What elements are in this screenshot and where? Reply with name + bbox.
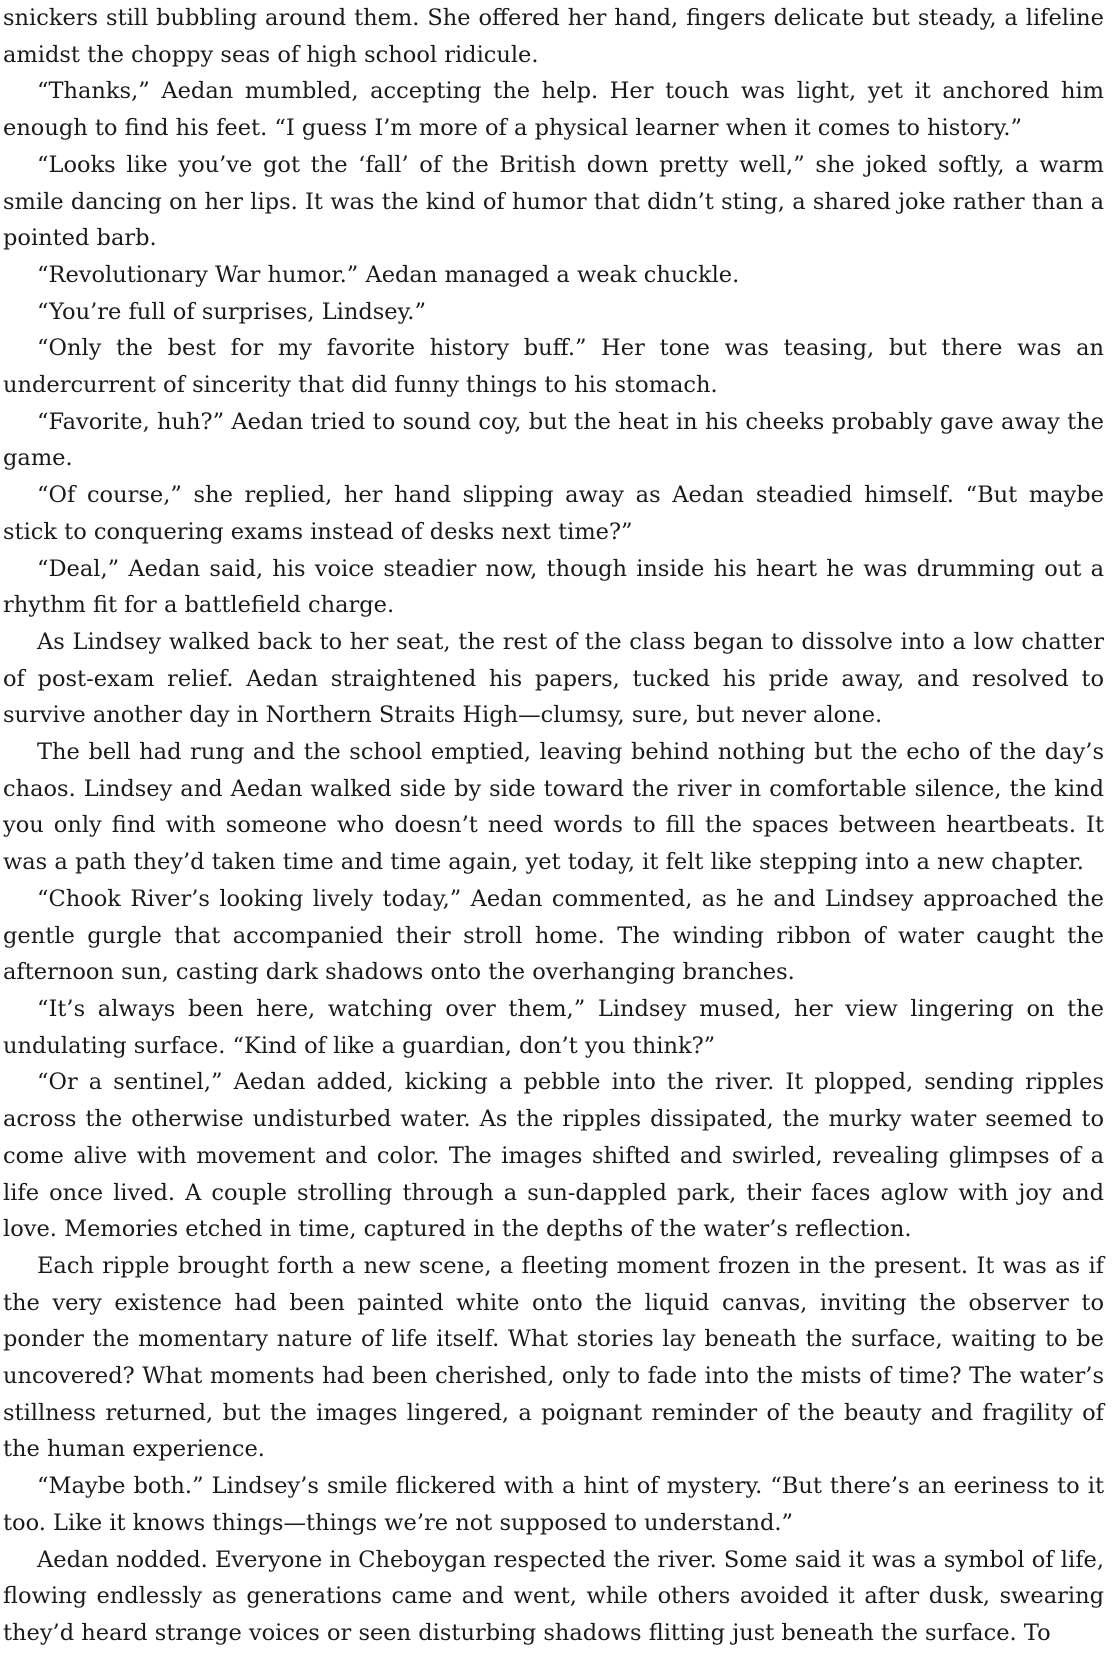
- paragraph: As Lindsey walked back to her seat, the rest of the class began to dissolve into a low chatter of post-exam relief. Aedan straightened his papers, tucked his pride away, and resolved to survive another day in Northern Straits High—clumsy, sure, but never alone.: [3, 628, 1104, 729]
- paragraph: “Only the best for my favorite history buff.” Her tone was teasing, but there was an undercurrent of sincerity that did funny things to his stomach.: [3, 335, 1104, 399]
- paragraph-continuation: snickers still bubbling around them. She offered her hand, fingers delicate but steady, a lifeline amidst the choppy seas of high school ridicule.: [3, 5, 1104, 68]
- paragraph: “Maybe both.” Lindsey’s smile flickered with a hint of mystery. “But there’s an eeriness to it too. Like it knows things—things we’re not supposed to understand.”: [3, 1473, 1104, 1536]
- paragraph: “Chook River’s looking lively today,” Aedan commented, as he and Lindsey approached the gentle gurgle that accompanied their stroll home. The winding ribbon of water caught the afternoon sun, casting dark shadows onto the overhanging branches.: [3, 885, 1104, 986]
- paragraph: “Revolutionary War humor.” Aedan managed a weak chuckle.: [37, 261, 740, 288]
- paragraph: “Thanks,” Aedan mumbled, accepting the help. Her touch was light, yet it anchored him enough to find his feet. “I guess I’m more of a physical learner when it comes to history.”: [3, 78, 1104, 142]
- paragraph: “Looks like you’ve got the ‘fall’ of the British down pretty well,” she joked softly, a warm smile dancing on her lips. It was the kind of humor that didn’t sting, a shared joke rather than a pointed barb.: [3, 151, 1104, 252]
- paragraph: “You’re full of surprises, Lindsey.”: [37, 298, 426, 325]
- paragraph: The bell had rung and the school emptied, leaving behind nothing but the echo of the day’s chaos. Lindsey and Aedan walked side by side toward the river in comfortable silence, the kind you only find with someone who doesn’t need words to fill the spaces between heartbeats. It was a path they’d taken time and time again, yet today, it felt like stepping into a new chapter.: [3, 739, 1104, 876]
- document-page: [3, 0, 1104, 1652]
- paragraph: Each ripple brought forth a new scene, a fleeting moment frozen in the present. It was as if the very existence had been painted white onto the liquid canvas, inviting the observer to ponder the momentary nature of life itself. What stories lay beneath the surface, waiting to be uncovered? What moments had been cherished, only to fade into the mists of time? The water’s stillness returned, but the images lingered, a poignant reminder of the beauty and fragility of the human experience.: [3, 1252, 1104, 1463]
- paragraph: “Deal,” Aedan said, his voice steadier now, though inside his heart he was drumming out a rhythm fit for a battlefield charge.: [3, 555, 1104, 619]
- paragraph: Aedan nodded. Everyone in Cheboygan respected the river. Some said it was a symbol of life, flowing endlessly as generations came and went, while others avoided it after dusk, swearing they’d heard strange voices or seen disturbing shadows flitting just beneath the surface. To: [3, 1546, 1104, 1646]
- paragraph: “Or a sentinel,” Aedan added, kicking a pebble into the river. It plopped, sending ripples across the otherwise undisturbed water. As the ripples dissipated, the murky water seemed to come alive with movement and color. The images shifted and swirled, revealing glimpses of a life once lived. A couple strolling through a sun-dappled park, their faces aglow with joy and love. Memories etched in time, captured in the depths of the water’s reflection.: [3, 1069, 1104, 1243]
- paragraph: “Of course,” she replied, her hand slipping away as Aedan steadied himself. “But maybe stick to conquering exams instead of desks next time?”: [3, 482, 1104, 545]
- paragraph: “Favorite, huh?” Aedan tried to sound coy, but the heat in his cheeks probably gave away the game.: [3, 408, 1104, 472]
- paragraph: “It’s always been here, watching over them,” Lindsey mused, her view lingering on the undulating surface. “Kind of like a guardian, don’t you think?”: [3, 995, 1104, 1059]
